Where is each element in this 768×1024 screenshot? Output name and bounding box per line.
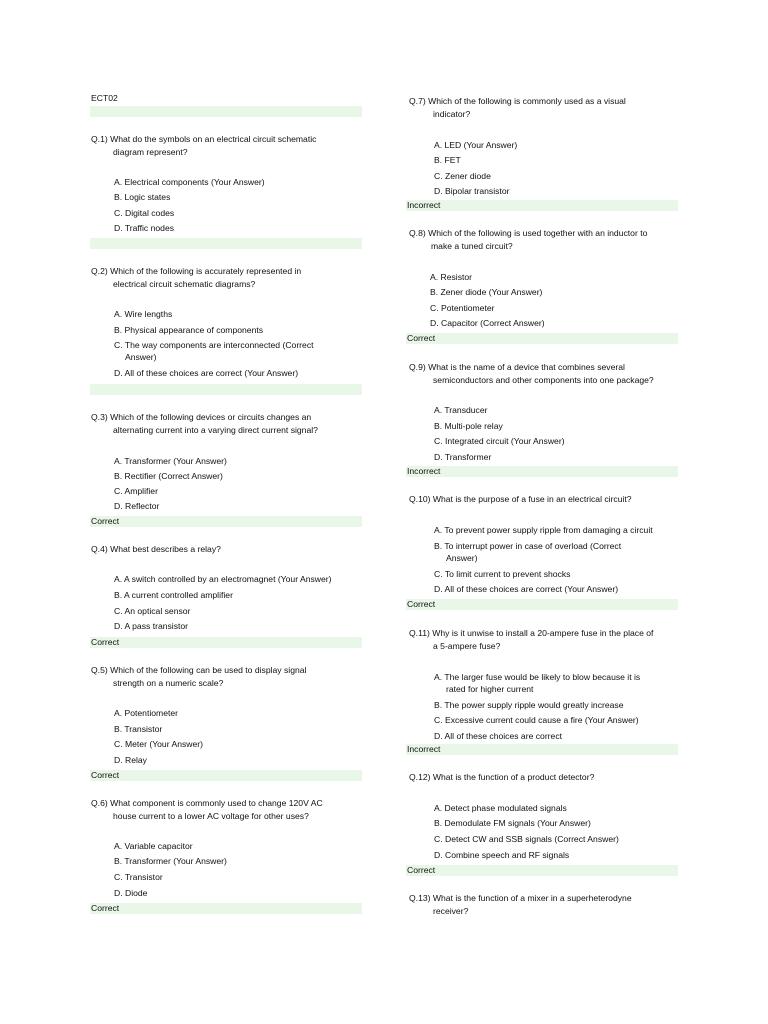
question-text: Q.5) Which of the following can be used to display signal <box>91 665 307 675</box>
result-band <box>406 599 678 610</box>
question-text: Q.1) What do the symbols on an electrical circuit schematic <box>91 134 317 144</box>
answer-option: C. To limit current to prevent shocks <box>434 569 571 579</box>
answer-option: C. The way components are interconnected (Correct <box>114 340 314 350</box>
result-status: Incorrect <box>407 466 441 476</box>
result-status: Correct <box>407 333 436 343</box>
question-text: alternating current into a varying direct current signal? <box>113 425 318 435</box>
answer-option: C. Detect CW and SSB signals (Correct Answer) <box>434 834 619 844</box>
answer-option: rated for higher current <box>446 684 534 694</box>
answer-option: B. Zener diode (Your Answer) <box>430 287 543 297</box>
question-text: Q.7) Which of the following is commonly used as a visual <box>409 96 626 106</box>
result-band <box>90 770 362 781</box>
answer-option: C. An optical sensor <box>114 606 191 616</box>
answer-option: D. A pass transistor <box>114 621 189 631</box>
answer-option: A. Transformer (Your Answer) <box>114 456 227 466</box>
answer-option: D. All of these choices are correct (Your Answer) <box>434 584 619 594</box>
question-text: electrical circuit schematic diagrams? <box>113 279 256 289</box>
answer-option: B. To interrupt power in case of overload (Correct <box>434 541 622 551</box>
question-text: Q.9) What is the name of a device that combines several <box>409 362 625 372</box>
answer-option: C. Transistor <box>114 872 163 882</box>
question-text: Q.13) What is the function of a mixer in a superheterodyne <box>409 893 632 903</box>
question-text: diagram represent? <box>113 147 188 157</box>
answer-option: B. Physical appearance of components <box>114 325 264 335</box>
question-text: strength on a numeric scale? <box>113 678 224 688</box>
result-status: Correct <box>407 599 436 609</box>
answer-option: B. Rectifier (Correct Answer) <box>114 471 223 481</box>
result-status: Correct <box>91 770 120 780</box>
question-text: Q.6) What component is commonly used to change 120V AC <box>91 798 323 808</box>
answer-option: D. Reflector <box>114 501 160 511</box>
answer-option: B. Logic states <box>114 192 171 202</box>
answer-option: Answer) <box>125 352 157 362</box>
answer-option: C. Zener diode <box>434 171 491 181</box>
answer-option: D. Capacitor (Correct Answer) <box>430 318 545 328</box>
answer-option: B. Multi-pole relay <box>434 421 503 431</box>
question-text: a 5-ampere fuse? <box>433 641 501 651</box>
answer-option: A. Detect phase modulated signals <box>434 803 567 813</box>
result-band <box>406 865 678 876</box>
answer-option: A. Electrical components (Your Answer) <box>114 177 265 187</box>
result-band <box>406 466 678 477</box>
answer-option: D. Traffic nodes <box>114 223 175 233</box>
result-status: Correct <box>91 637 120 647</box>
answer-option: B. Demodulate FM signals (Your Answer) <box>434 818 591 828</box>
result-band <box>406 200 678 211</box>
answer-option: D. All of these choices are correct (Your Answer) <box>114 368 299 378</box>
answer-option: A. To prevent power supply ripple from damaging a circuit <box>434 525 653 535</box>
question-text: indicator? <box>433 109 471 119</box>
answer-option: B. Transistor <box>114 724 163 734</box>
result-band <box>90 238 362 249</box>
answer-option: A. Transducer <box>434 405 488 415</box>
answer-option: B. The power supply ripple would greatly increase <box>434 700 624 710</box>
result-band <box>406 333 678 344</box>
answer-option: B. FET <box>434 155 461 165</box>
answer-option: D. Bipolar transistor <box>434 186 510 196</box>
answer-option: D. All of these choices are correct <box>434 731 563 741</box>
answer-option: D. Transformer <box>434 452 492 462</box>
answer-option: B. Transformer (Your Answer) <box>114 856 227 866</box>
answer-option: C. Integrated circuit (Your Answer) <box>434 436 565 446</box>
answer-option: B. A current controlled amplifier <box>114 590 233 600</box>
result-band <box>90 384 362 395</box>
question-text: Q.4) What best describes a relay? <box>91 544 221 554</box>
question-text: Q.8) Which of the following is used together with an inductor to <box>409 228 648 238</box>
result-status: Incorrect <box>407 744 441 754</box>
answer-option: D. Diode <box>114 888 148 898</box>
answer-option: A. The larger fuse would be likely to blow because it is <box>434 672 641 682</box>
answer-option: A. LED (Your Answer) <box>434 140 518 150</box>
question-text: receiver? <box>433 906 469 916</box>
result-status: Incorrect <box>407 200 441 210</box>
answer-option: D. Combine speech and RF signals <box>434 850 570 860</box>
result-band <box>406 744 678 755</box>
answer-option: C. Excessive current could cause a fire (Your Answer) <box>434 715 639 725</box>
question-text: Q.2) Which of the following is accurately represented in <box>91 266 302 276</box>
document-title: ECT02 <box>91 93 118 103</box>
result-band <box>90 903 362 914</box>
question-text: house current to a lower AC voltage for other uses? <box>113 811 309 821</box>
result-band <box>90 516 362 527</box>
result-status: Correct <box>91 903 120 913</box>
answer-option: A. Potentiometer <box>114 708 179 718</box>
question-text: Q.11) Why is it unwise to install a 20-ampere fuse in the place of <box>409 628 654 638</box>
answer-option: C. Potentiometer <box>430 303 495 313</box>
question-text: Q.12) What is the function of a product detector? <box>409 772 595 782</box>
answer-option: C. Meter (Your Answer) <box>114 739 203 749</box>
question-text: Q.3) Which of the following devices or circuits changes an <box>91 412 312 422</box>
question-text: semiconductors and other components into one package? <box>433 375 654 385</box>
answer-option: A. A switch controlled by an electromagnet (Your Answer) <box>114 574 332 584</box>
question-text: Q.10) What is the purpose of a fuse in an electrical circuit? <box>409 494 632 504</box>
question-text: make a tuned circuit? <box>431 241 513 251</box>
result-status: Correct <box>407 865 436 875</box>
answer-option: C. Amplifier <box>114 486 158 496</box>
answer-option: C. Digital codes <box>114 208 175 218</box>
answer-option: A. Wire lengths <box>114 309 173 319</box>
answer-option: Answer) <box>446 553 478 563</box>
result-status: Correct <box>91 516 120 526</box>
answer-option: D. Relay <box>114 755 147 765</box>
title-band <box>90 106 362 117</box>
answer-option: A. Variable capacitor <box>114 841 193 851</box>
answer-option: A. Resistor <box>430 272 473 282</box>
result-band <box>90 637 362 648</box>
